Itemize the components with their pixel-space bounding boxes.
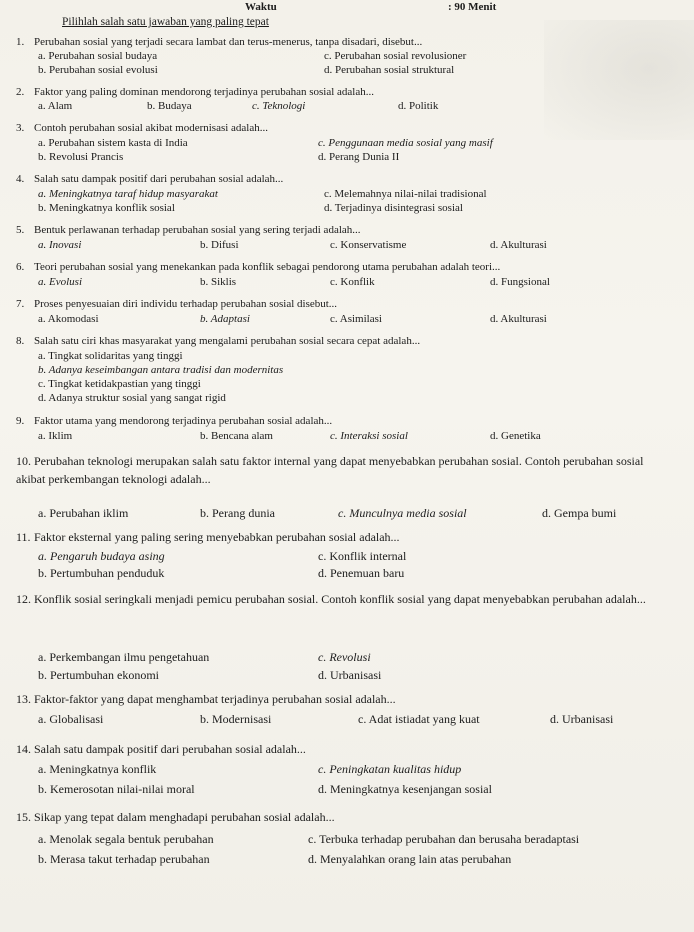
option-11a[interactable]: a. Pengaruh budaya asing xyxy=(38,549,165,563)
option-1a[interactable]: a. Perubahan sosial budaya xyxy=(38,50,158,62)
question-11 xyxy=(16,530,400,544)
option-4a[interactable]: a. Meningkatnya taraf hidup masyarakat xyxy=(38,188,218,200)
question-text: Faktor yang paling dominan mendorong terjadinya perubahan sosial adalah... xyxy=(34,86,374,98)
waktu-value: : 90 Menit xyxy=(448,1,497,13)
option-6d[interactable]: d. Fungsional xyxy=(490,276,550,288)
option-13a[interactable]: a. Globalisasi xyxy=(38,712,104,726)
question-number: 11. xyxy=(16,530,31,544)
option-15c[interactable]: c. Terbuka terhadap perubahan dan berusaha beradaptasi xyxy=(308,832,580,846)
question-number: 9. xyxy=(16,415,25,427)
option-10b[interactable]: b. Perang dunia xyxy=(200,506,275,520)
option-8a[interactable]: a. Tingkat solidaritas yang tinggi xyxy=(38,350,183,362)
option-5a[interactable]: a. Inovasi xyxy=(38,239,82,251)
option-5d[interactable]: d. Akulturasi xyxy=(490,239,547,251)
option-11d[interactable]: d. Penemuan baru xyxy=(318,566,405,580)
option-12d[interactable]: d. Urbanisasi xyxy=(318,668,382,682)
option-14d[interactable]: d. Meningkatnya kesenjangan sosial xyxy=(318,782,492,796)
question-text: Perubahan teknologi merupakan salah satu faktor internal yang dapat menyebabkan perubahan sosial. Contoh perubahan sosial akibat perkembangan teknologi adalah... xyxy=(16,454,644,486)
option-2d[interactable]: d. Politik xyxy=(398,100,439,112)
question-number: 14. xyxy=(16,742,31,756)
question-number: 5. xyxy=(16,224,25,236)
question-text: Teori perubahan sosial yang menekankan pada konflik sebagai pendorong utama perubahan adalah teori... xyxy=(34,261,501,273)
question-13 xyxy=(16,692,396,706)
option-1c[interactable]: c. Perubahan sosial revolusioner xyxy=(324,50,467,62)
option-13d[interactable]: d. Urbanisasi xyxy=(550,712,614,726)
question-number: 2. xyxy=(16,86,25,98)
question-text: Bentuk perlawanan terhadap perubahan sosial yang sering terjadi adalah... xyxy=(34,224,361,236)
option-9a[interactable]: a. Iklim xyxy=(38,430,73,442)
option-2a[interactable]: a. Alam xyxy=(38,100,73,112)
question-5 xyxy=(16,224,361,237)
question-text: Salah satu dampak positif dari perubahan sosial adalah... xyxy=(34,173,284,185)
question-1 xyxy=(16,36,422,49)
question-text: Faktor-faktor yang dapat menghambat terjadinya perubahan sosial adalah... xyxy=(34,692,396,706)
option-7a[interactable]: a. Akomodasi xyxy=(38,313,99,325)
question-3 xyxy=(16,122,268,135)
question-number: 15. xyxy=(16,810,31,824)
option-7d[interactable]: d. Akulturasi xyxy=(490,313,547,325)
question-9 xyxy=(16,415,332,428)
question-number: 4. xyxy=(16,173,25,185)
question-text: Perubahan sosial yang terjadi secara lambat dan terus-menerus, tanpa disadari, disebut... xyxy=(34,36,423,48)
question-text: Salah satu dampak positif dari perubahan sosial adalah... xyxy=(34,742,306,756)
question-number: 12. xyxy=(16,592,31,606)
option-10a[interactable]: a. Perubahan iklim xyxy=(38,506,129,520)
option-6a[interactable]: a. Evolusi xyxy=(38,276,82,288)
question-8 xyxy=(16,335,420,348)
option-13b[interactable]: b. Modernisasi xyxy=(200,712,272,726)
question-number: 8. xyxy=(16,335,25,347)
option-6b[interactable]: b. Siklis xyxy=(200,276,237,288)
question-15 xyxy=(16,810,335,824)
option-10d[interactable]: d. Gempa bumi xyxy=(542,506,617,520)
option-12c[interactable]: c. Revolusi xyxy=(318,650,371,664)
question-number: 13. xyxy=(16,692,31,706)
question-text: Salah satu ciri khas masyarakat yang mengalami perubahan sosial secara cepat adalah... xyxy=(34,335,421,347)
option-7c[interactable]: c. Asimilasi xyxy=(330,313,382,325)
option-1d[interactable]: d. Perubahan sosial struktural xyxy=(324,64,455,76)
option-11b[interactable]: b. Pertumbuhan penduduk xyxy=(38,566,165,580)
option-15a[interactable]: a. Menolak segala bentuk perubahan xyxy=(38,832,214,846)
option-12b[interactable]: b. Pertumbuhan ekonomi xyxy=(38,668,159,682)
option-3c[interactable]: c. Penggunaan media sosial yang masif xyxy=(318,137,493,149)
waktu-label: Waktu xyxy=(245,1,277,13)
option-3d[interactable]: d. Perang Dunia II xyxy=(318,151,400,163)
photo-blur xyxy=(544,20,694,140)
option-7b[interactable]: b. Adaptasi xyxy=(200,313,250,325)
option-12a[interactable]: a. Perkembangan ilmu pengetahuan xyxy=(38,650,210,664)
question-text: Faktor eksternal yang paling sering menyebabkan perubahan sosial adalah... xyxy=(34,530,400,544)
question-7 xyxy=(16,298,337,311)
question-6 xyxy=(16,261,500,274)
option-4c[interactable]: c. Melemahnya nilai-nilai tradisional xyxy=(324,188,487,200)
question-text: Contoh perubahan sosial akibat modernisasi adalah... xyxy=(34,122,268,134)
option-8c[interactable]: c. Tingkat ketidakpastian yang tinggi xyxy=(38,378,201,390)
question-10 xyxy=(16,452,666,488)
question-2 xyxy=(16,86,374,99)
question-text: Sikap yang tepat dalam menghadapi perubahan sosial adalah... xyxy=(34,810,335,824)
option-9b[interactable]: b. Bencana alam xyxy=(200,430,273,442)
instruction: Pilihlah salah satu jawaban yang paling tepat xyxy=(62,16,269,28)
option-2c[interactable]: c. Teknologi xyxy=(252,100,306,112)
question-number: 6. xyxy=(16,261,25,273)
option-4b[interactable]: b. Meningkatnya konflik sosial xyxy=(38,202,175,214)
option-3b[interactable]: b. Revolusi Prancis xyxy=(38,151,124,163)
option-15b[interactable]: b. Merasa takut terhadap perubahan xyxy=(38,852,210,866)
question-12 xyxy=(16,590,666,608)
option-6c[interactable]: c. Konflik xyxy=(330,276,375,288)
option-9c[interactable]: c. Interaksi sosial xyxy=(330,430,408,442)
question-number: 1. xyxy=(16,36,25,48)
option-3a[interactable]: a. Perubahan sistem kasta di India xyxy=(38,137,188,149)
question-number: 10. xyxy=(16,454,31,468)
question-text: Proses penyesuaian diri individu terhadap perubahan sosial disebut... xyxy=(34,298,338,310)
option-14a[interactable]: a. Meningkatnya konflik xyxy=(38,762,157,776)
option-1b[interactable]: b. Perubahan sosial evolusi xyxy=(38,64,158,76)
option-14c[interactable]: c. Peningkatan kualitas hidup xyxy=(318,762,462,776)
question-14 xyxy=(16,742,306,756)
option-15d[interactable]: d. Menyalahkan orang lain atas perubahan xyxy=(308,852,512,866)
option-10c[interactable]: c. Munculnya media sosial xyxy=(338,506,467,520)
option-8b[interactable]: b. Adanya keseimbangan antara tradisi dan modernitas xyxy=(38,364,284,376)
option-4d[interactable]: d. Terjadinya disintegrasi sosial xyxy=(324,202,463,214)
option-5c[interactable]: c. Konservatisme xyxy=(330,239,407,251)
option-2b[interactable]: b. Budaya xyxy=(147,100,192,112)
option-11c[interactable]: c. Konflik internal xyxy=(318,549,407,563)
option-14b[interactable]: b. Kemerosotan nilai-nilai moral xyxy=(38,782,195,796)
question-text: Konflik sosial seringkali menjadi pemicu perubahan sosial. Contoh konflik sosial yang dapat menyebabkan perubahan adalah... xyxy=(34,592,646,606)
question-text: Faktor utama yang mendorong terjadinya perubahan sosial adalah... xyxy=(34,415,333,427)
question-number: 7. xyxy=(16,298,25,310)
question-number: 3. xyxy=(16,122,25,134)
option-9d[interactable]: d. Genetika xyxy=(490,430,541,442)
option-13c[interactable]: c. Adat istiadat yang kuat xyxy=(358,712,480,726)
question-4 xyxy=(16,173,283,186)
option-5b[interactable]: b. Difusi xyxy=(200,239,239,251)
option-8d[interactable]: d. Adanya struktur sosial yang sangat rigid xyxy=(38,392,226,404)
